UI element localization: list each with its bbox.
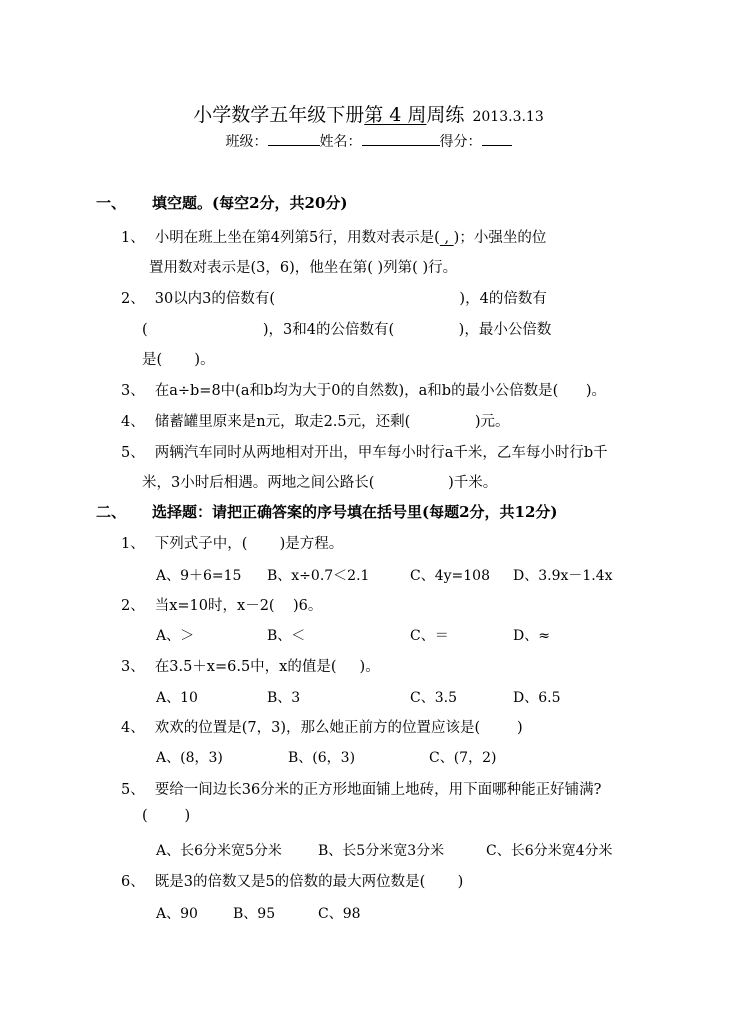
s2-q3 [121, 655, 380, 676]
option-b[interactable]: B、长5分米宽3分米 [318, 843, 445, 859]
option-a[interactable]: A、9＋6=15 [156, 568, 242, 584]
s1-q3 [121, 379, 606, 400]
student-info-line [0, 131, 737, 151]
question-number: 1、 [121, 536, 145, 552]
s2-q1 [121, 532, 343, 553]
question-number: 3、 [121, 383, 145, 399]
s2-q5 [121, 778, 601, 799]
option-d[interactable]: D、6.5 [513, 690, 561, 706]
s2-q4 [121, 716, 523, 737]
option-a[interactable]: A、(8，3) [156, 750, 223, 766]
page-title [0, 100, 737, 127]
question-text: 两辆汽车同时从两地相对开出，甲车每小时行a千米，乙车每小时行b千 [154, 445, 608, 461]
option-a[interactable]: A、长6分米宽5分米 [156, 843, 282, 859]
question-text: 储蓄罐里原来是n元，取走2.5元，还剩( )元。 [154, 414, 510, 430]
s1-q5-line2: 米，3小时后相遇。两地之间公路长( )千米。 [142, 475, 498, 491]
option-b[interactable]: B、(6，3) [288, 750, 356, 766]
title-date: 2013.3.13 [472, 109, 544, 125]
question-number: 2、 [121, 598, 145, 614]
option-d[interactable]: D、≈ [513, 628, 550, 644]
option-c[interactable]: C、3.5 [410, 690, 457, 706]
class-label: 班级： [225, 134, 268, 150]
section-2-number: 二、 [96, 503, 127, 521]
option-c[interactable]: C、长6分米宽4分米 [486, 843, 613, 859]
question-text: 下列式子中，( )是方程。 [154, 536, 344, 552]
section-1-title: 填空题。(每空2分，共20分) [152, 194, 348, 212]
question-number: 5、 [121, 445, 145, 461]
option-c[interactable]: C、4y=108 [410, 568, 490, 584]
title-suffix: 周练 [426, 104, 465, 126]
question-number: 4、 [121, 720, 145, 736]
s2-q2 [121, 594, 322, 615]
section-1-heading [96, 192, 348, 213]
question-text: )；小强坐的位 [453, 230, 547, 246]
title-week: 第 4 周 [364, 104, 427, 126]
question-text: 在3.5＋x=6.5中，x的值是( )。 [154, 659, 380, 675]
option-a[interactable]: A、＞ [156, 628, 195, 644]
s2-q6 [121, 870, 463, 891]
s1-q4 [121, 410, 509, 431]
s1-q5-line1 [121, 441, 608, 462]
section-2-heading [96, 501, 558, 522]
s1-q1-line1 [121, 226, 546, 247]
question-number: 3、 [121, 659, 145, 675]
option-a[interactable]: A、10 [156, 690, 198, 706]
option-b[interactable]: B、＜ [267, 628, 306, 644]
s1-q2-line1 [121, 287, 547, 308]
question-number: 1、 [121, 230, 145, 246]
option-c[interactable]: C、98 [318, 906, 361, 922]
option-b[interactable]: B、95 [233, 906, 276, 922]
score-blank[interactable] [482, 131, 512, 146]
question-text: 小明在班上坐在第4列第5行，用数对表示是( [154, 230, 440, 246]
s2-q5-bracket[interactable]: ( ) [142, 808, 191, 824]
s1-q2-line3: 是( )。 [142, 352, 215, 368]
name-label: 姓名： [319, 134, 362, 150]
option-b[interactable]: B、3 [267, 690, 301, 706]
question-text: 欢欢的位置是(7，3)，那么她正前方的位置应该是( ) [154, 720, 523, 736]
s1-q1-line2: 置用数对表示是(3，6)，他坐在第( )列第( )行。 [149, 260, 458, 276]
section-2-title: 选择题：请把正确答案的序号填在括号里(每题2分，共12分) [152, 503, 558, 521]
option-c[interactable]: C、(7，2) [429, 750, 497, 766]
title-main: 小学数学五年级下册 [193, 104, 365, 126]
question-number: 4、 [121, 414, 145, 430]
option-c[interactable]: C、＝ [410, 628, 449, 644]
question-text: 30以内3的倍数有( )，4的倍数有 [154, 291, 547, 307]
class-blank[interactable] [268, 131, 320, 146]
option-b[interactable]: B、x÷0.7＜2.1 [267, 568, 370, 584]
question-text: 要给一间边长36分米的正方形地面铺上地砖，用下面哪种能正好铺满? [154, 782, 602, 798]
answer-blank[interactable]: , [439, 230, 454, 246]
question-text: 当x=10时，x－2( )6。 [154, 598, 323, 614]
option-d[interactable]: D、3.9x－1.4x [513, 568, 613, 584]
name-blank[interactable] [362, 131, 440, 146]
score-label: 得分： [439, 134, 482, 150]
question-number: 5、 [121, 782, 145, 798]
option-a[interactable]: A、90 [156, 906, 198, 922]
question-number: 6、 [121, 874, 145, 890]
s1-q2-line2: ( )，3和4的公倍数有( )，最小公倍数 [142, 322, 552, 338]
section-1-number: 一、 [96, 194, 127, 212]
question-text: 在a÷b=8中(a和b均为大于0的自然数)，a和b的最小公倍数是( )。 [154, 383, 607, 399]
question-number: 2、 [121, 291, 145, 307]
question-text: 既是3的倍数又是5的倍数的最大两位数是( ) [154, 874, 464, 890]
